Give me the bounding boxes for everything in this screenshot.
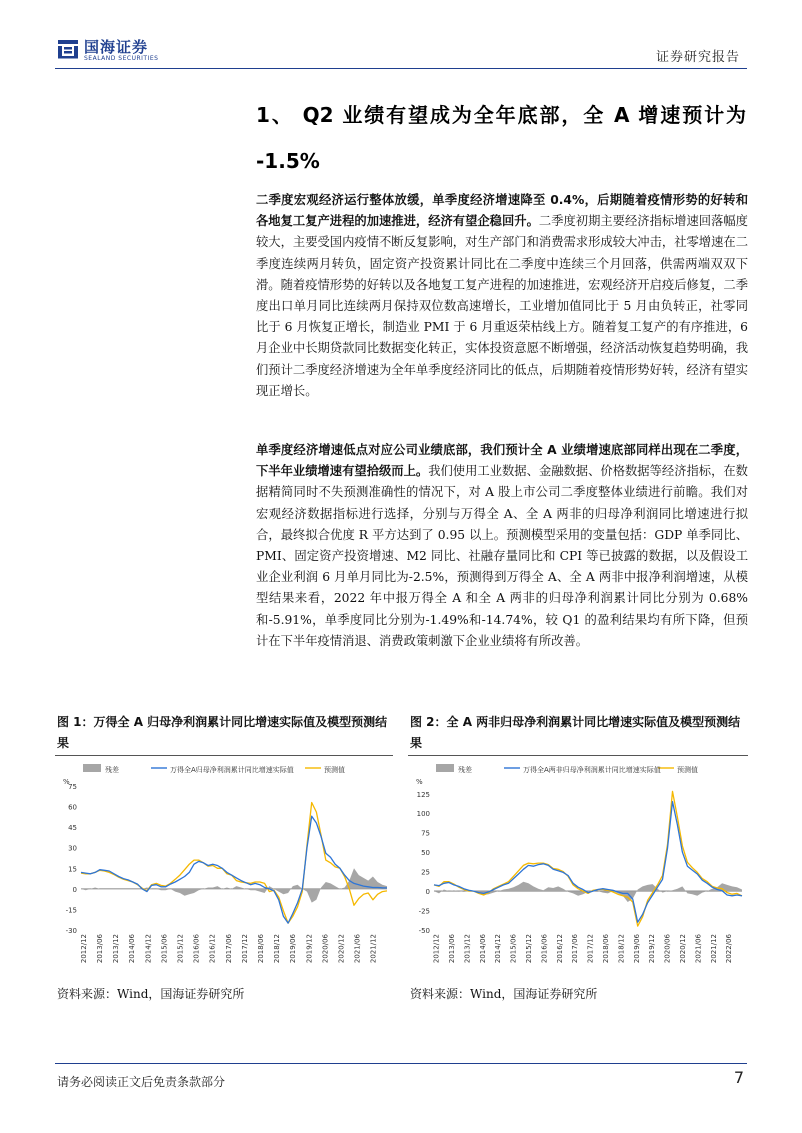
chart1-legend-label-2: 预测值 <box>324 766 345 774</box>
chart2-xtick-17: 2021/06 <box>694 934 703 964</box>
chart2-ytick-5: 75 <box>421 829 430 838</box>
chart2-ytick-2: 0 <box>425 888 430 897</box>
chart2-legend <box>436 764 698 774</box>
chart1-xtick-15: 2020/06 <box>321 934 330 964</box>
chart2-xtick-4: 2014/12 <box>494 934 503 964</box>
chart2-xtick-6: 2015/12 <box>525 934 534 964</box>
chart1-xtick-8: 2016/12 <box>208 934 217 964</box>
chart2-predicted-line <box>434 791 742 926</box>
footer-divider <box>55 1063 747 1064</box>
chart2-xtick-13: 2019/06 <box>632 934 641 964</box>
sealand-logo-icon <box>57 38 79 60</box>
chart2-xtick-10: 2017/12 <box>586 934 595 964</box>
chart1-xtick-10: 2017/12 <box>240 934 249 964</box>
chart1-xtick-17: 2021/06 <box>353 934 362 964</box>
chart1-ytick-7: 75 <box>68 783 77 791</box>
body-paragraph-2 <box>256 440 748 652</box>
page-number: 7 <box>733 1068 744 1087</box>
figure-2-chart <box>408 756 748 978</box>
chart2-legend-label-0: 残差 <box>458 766 472 774</box>
disclaimer-text: 请务必阅读正文后免责条款部分 <box>57 1075 226 1089</box>
figure-1-chart-svg <box>55 756 393 978</box>
chart1-xtick-1: 2013/06 <box>95 934 104 964</box>
chart1-xtick-3: 2014/06 <box>128 934 137 964</box>
chart2-xtick-1: 2013/06 <box>448 934 457 964</box>
chart1-legend-label-0: 残差 <box>105 766 119 774</box>
chart2-ytick-6: 100 <box>416 810 430 819</box>
chart1-ytick-6: 60 <box>68 803 77 812</box>
chart2-xtick-3: 2014/06 <box>478 934 487 964</box>
header-divider <box>55 68 747 69</box>
chart1-xtick-0: 2012/12 <box>79 934 88 964</box>
chart2-xtick-0: 2012/12 <box>432 934 441 964</box>
brand-name-cn: 国海证券 <box>84 38 149 56</box>
chart2-xtick-19: 2022/06 <box>725 934 734 964</box>
chart2-ytick-1: -25 <box>418 907 430 916</box>
chart2-xtick-11: 2018/06 <box>602 934 611 964</box>
paragraph-1-body: 二季度初期主要经济指标增速回落幅度较大，主要受国内疫情不断反复影响，对生产部门和消费需求形成较大冲击，社零增速在二季度连续两月转负，固定资产投资累计同比在二季度中连续三个月回落，供需两端双双下滑。随着疫情形势的好转以及各地复工复产进程的加速推进，宏观经济开启疫后修复，二季度出口单月同比连续两月保持双位数高速增长，工业增加值同比于 5 月由负转正，社零同比于 6 月恢复正增长，制造业 PMI 于 6 月重返荣枯线上方。随着复工复产的有序推进，6 月企业中长期贷款同比数据变化转正，实体投资意愿不断增强，经济活动恢复趋势明确，我们预计二季度经济增速为全年单季度经济同比的低点，后期随着疫情形势好转，经济有望实现正增长。 <box>256 214 748 398</box>
chart2-legend-residual-swatch <box>436 764 454 772</box>
chart1-xtick-6: 2015/12 <box>176 934 185 964</box>
chart1-xtick-5: 2015/06 <box>160 934 169 964</box>
figure-1-title: 图 1：万得全 A 归母净利润累计同比增速实际值及模型预测结果 <box>57 715 388 750</box>
chart1-actual-line <box>81 816 387 923</box>
chart1-residual-area <box>81 868 387 902</box>
chart2-xtick-8: 2016/12 <box>555 934 564 964</box>
chart1-ytick-0: -30 <box>65 927 77 935</box>
chart1-xtick-9: 2017/06 <box>224 934 233 964</box>
page-header <box>0 0 802 72</box>
chart1-predicted-line <box>81 803 387 924</box>
chart1-legend-residual-swatch <box>83 764 101 772</box>
chart1-legend <box>83 764 345 774</box>
paragraph-2-body: 我们使用工业数据、金融数据、价格数据等经济指标，在数据精简同时不失预测准确性的情况下，对 A 股上市公司二季度整体业绩进行前瞻。我们对宏观经济数据指标进行选择，分别与万得全 A、全 A 两非的归母净利润同比增速进行拟合，最终拟合优度 R 平方达到了 0.95 以上。预测模型采用的变量包括：GDP 单季同比、PMI、固定资产投资增速、M2 同比、社融存量同比和 CPI 等已披露的数据，以及假设工业企业利润 6 月单月同比为-2.5%，预测得到万得全 A、全 A 两非中报净利润增速，从模型结果来看，2022 年中报万得全 A 和全 A 两非的归母净利润累计同比分别为 0.68%和-5.91%，单季度同比分别为-1.49%和-14.74%，较 Q1 的盈利结果均有所下降，但预计在下半年疫情消退、消费政策刺激下企业业绩将有所改善。 <box>256 464 748 648</box>
section-title: 1、 Q2 业绩有望成为全年底部，全 A 增速预计为 -1.5% <box>256 103 746 173</box>
chart2-xtick-12: 2018/12 <box>617 934 626 964</box>
chart2-unit-label: % <box>416 778 423 786</box>
figure-2-title: 图 2：全 A 两非归母净利润累计同比增速实际值及模型预测结果 <box>410 715 741 750</box>
chart2-xtick-15: 2020/06 <box>663 934 672 964</box>
chart2-legend-label-2: 预测值 <box>677 766 698 774</box>
chart1-legend-label-1: 万得全A归母净利润累计同比增速实际值 <box>170 766 294 774</box>
chart2-xtick-16: 2020/12 <box>679 934 688 964</box>
chart1-xtick-12: 2018/12 <box>273 934 282 964</box>
figure-2-chart-svg <box>408 756 748 978</box>
paragraph-1-lead: 二季度宏观经济运行整体放缓，单季度经济增速降至 0.4%，后期随着疫情形势的好转和各地复工复产进程的加速推进，经济有望企稳回升。 <box>256 193 748 229</box>
chart2-ytick-3: 25 <box>421 868 430 877</box>
chart1-xtick-13: 2019/06 <box>289 934 298 964</box>
figure-1-source: 资料来源：Wind，国海证券研究所 <box>57 987 245 1001</box>
chart2-xtick-5: 2015/06 <box>509 934 518 964</box>
report-type-label: 证券研究报告 <box>655 50 740 65</box>
chart1-xtick-16: 2020/12 <box>337 934 346 964</box>
chart1-xtick-2: 2013/12 <box>112 934 121 964</box>
figure-2-source: 资料来源：Wind，国海证券研究所 <box>410 987 598 1001</box>
chart1-ytick-5: 45 <box>68 824 77 833</box>
paragraph-2-lead: 单季度经济增速低点对应公司业绩底部，我们预计全 A 业绩增速底部同样出现在二季度，下半年业绩增速有望拾级而上。 <box>256 443 748 479</box>
chart2-ytick-0: -50 <box>418 927 430 935</box>
chart1-xtick-4: 2014/12 <box>144 934 153 964</box>
chart2-ytick-4: 50 <box>421 849 430 858</box>
figure-1-chart <box>55 756 393 978</box>
chart2-xtick-14: 2019/12 <box>648 934 657 964</box>
body-paragraph-1 <box>256 190 748 402</box>
chart2-legend-label-1: 万得全A两非归母净利润累计同比增速实际值 <box>523 766 661 774</box>
brand-name-en: SEALAND SECURITIES <box>84 55 159 62</box>
chart2-xtick-9: 2017/06 <box>571 934 580 964</box>
chart2-xtick-7: 2016/06 <box>540 934 549 964</box>
chart2-xtick-18: 2021/12 <box>709 934 718 964</box>
chart1-xtick-11: 2018/06 <box>256 934 265 964</box>
chart1-xtick-18: 2021/12 <box>369 934 378 964</box>
chart1-xtick-7: 2016/06 <box>192 934 201 964</box>
chart1-ytick-3: 15 <box>68 865 77 874</box>
chart1-unit-label: % <box>63 778 70 786</box>
chart2-xtick-2: 2013/12 <box>463 934 472 964</box>
chart1-xtick-14: 2019/12 <box>305 934 314 964</box>
chart1-ytick-2: 0 <box>72 885 77 894</box>
chart2-ytick-7: 125 <box>416 790 430 799</box>
chart1-ytick-1: -15 <box>65 906 77 915</box>
chart2-actual-line <box>434 802 742 923</box>
chart1-ytick-4: 30 <box>68 844 77 853</box>
